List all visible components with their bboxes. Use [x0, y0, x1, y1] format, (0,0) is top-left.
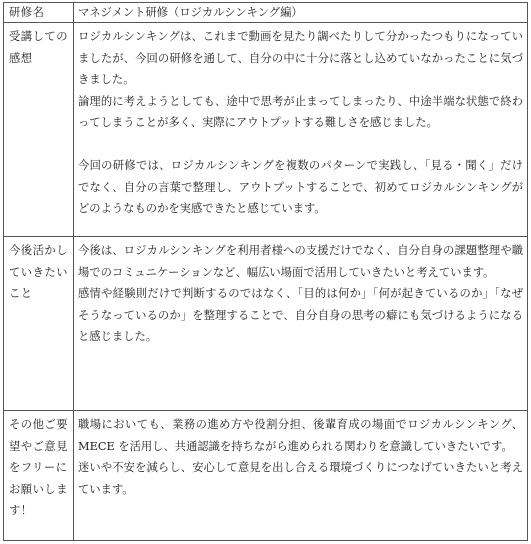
future-use-paragraph-2: 感情や経験則だけで判断するのではなく、「目的は何か」「何が起きているのか」「なぜそうなっているのか」を整理することで、自分自身の思考の癖にも気づけるようになると感じました。	[78, 287, 523, 343]
training-name-value: マネジメント研修（ロジカルシンキング編）	[74, 3, 528, 23]
training-report-sheet	[3, 2, 528, 540]
header-row	[4, 3, 528, 23]
training-name-label: 研修名	[4, 3, 74, 23]
requests-paragraph-1: 職場においても、業務の進め方や役割分担、後輩育成の場面でロジカルシンキング、MECE を活用し、共通認識を持ちながら進められる関わりを意識していきたいです。	[78, 418, 523, 453]
future-use-content	[74, 237, 528, 411]
requests-row	[4, 411, 528, 541]
requests-content	[74, 411, 528, 541]
impressions-paragraph-3: 今回の研修では、ロジカルシンキングを複数のパターンで実践し、「見る・聞く」だけでなく、自分の言葉で整理し、アウトプットすることで、初めてロジカルシンキングがどのようなものかを実感できたと感じています。	[78, 159, 523, 215]
impressions-blank-line	[78, 134, 523, 156]
requests-paragraph-2: 迷いや不安を減らし、安心して意見を出し合える環境づくりにつなげていきたいと考えています。	[78, 461, 523, 496]
impressions-paragraph-1: ロジカルシンキングは、これまで動画を見たり調べたりして分かったつもりになっていましたが、今回の研修を通して、自分の中に十分に落とし込めていなかったことに気づきました。	[78, 30, 523, 86]
impressions-content	[74, 23, 528, 237]
impressions-paragraph-2: 論理的に考えようとしても、途中で思考が止まってしまったり、中途半端な状態で終わってしまうことが多く、実際にアウトプットする難しさを感じました。	[78, 94, 523, 129]
requests-label: その他ご要望やご意見をフリーにお願いします！	[4, 411, 74, 541]
report-table	[3, 2, 528, 541]
impressions-label: 受講しての感想	[4, 23, 74, 237]
future-use-paragraph-1: 今後は、ロジカルシンキングを利用者様への支援だけでなく、自分自身の課題整理や職場でのコミュニケーションなど、幅広い場面で活用していきたいと考えています。	[78, 244, 523, 279]
future-use-label: 今後活かしていきたいこと	[4, 237, 74, 411]
impressions-row	[4, 23, 528, 237]
future-use-row	[4, 237, 528, 411]
